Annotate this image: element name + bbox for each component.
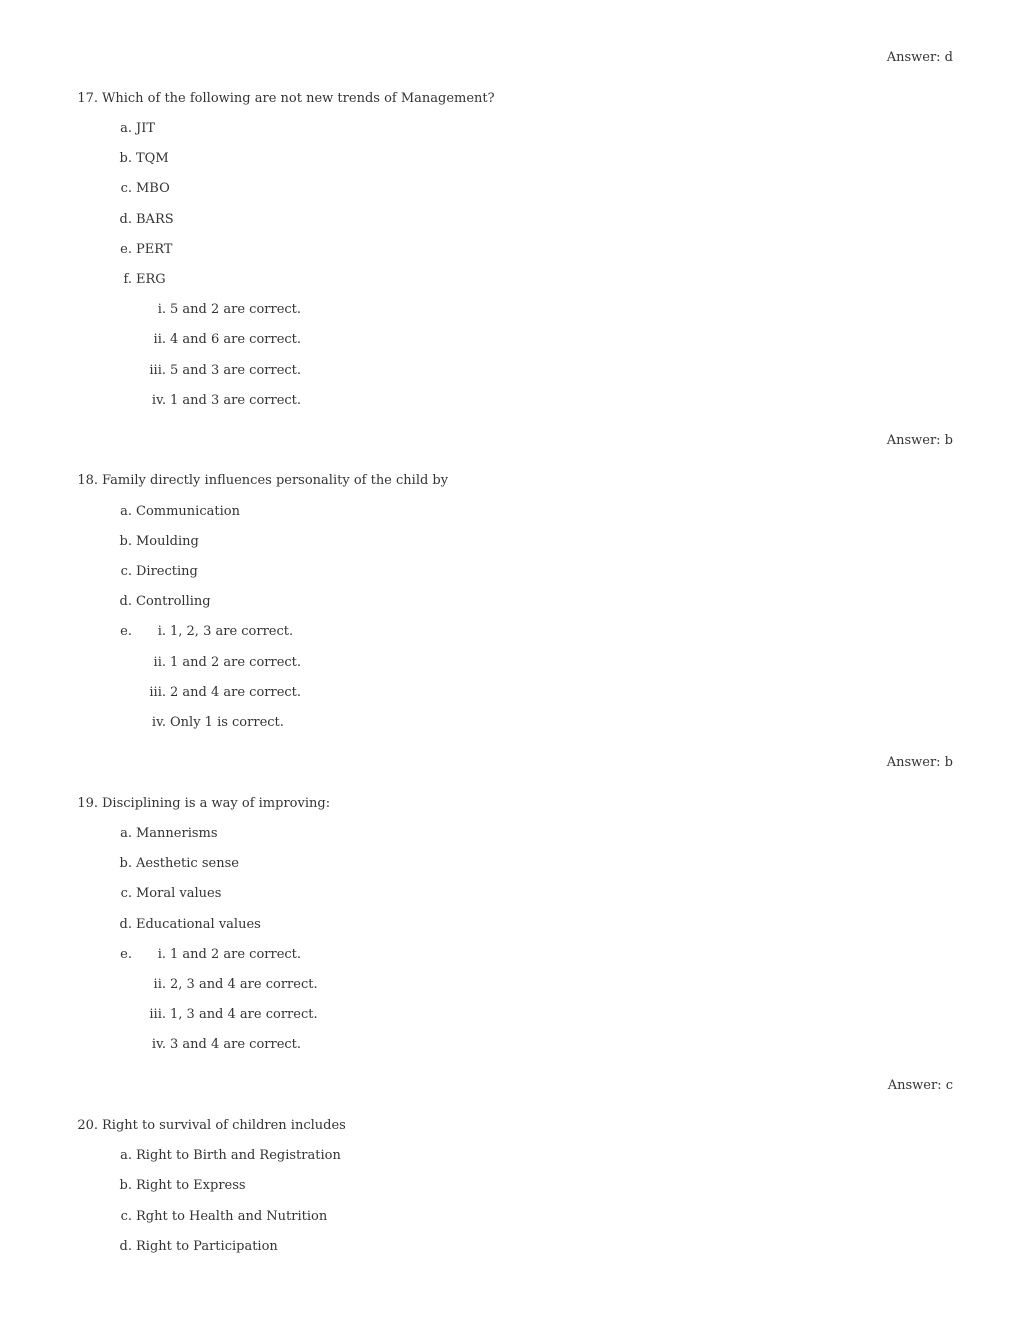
question-text: Which of the following are not new trends of Management? <box>102 91 495 106</box>
choice-text: 1 and 3 are correct. <box>170 393 302 408</box>
option-label: a. <box>120 121 132 136</box>
question-number: 19. <box>77 796 98 811</box>
option-label: d. <box>119 212 132 227</box>
option-text: Right to Birth and Registration <box>136 1148 341 1163</box>
option-label: b. <box>119 534 132 549</box>
option-label: f. <box>123 272 132 287</box>
choice-text: 5 and 3 are correct. <box>170 363 302 378</box>
option-text: Moulding <box>136 534 199 549</box>
option-label: e. <box>120 624 132 639</box>
choice-text: 1, 3 and 4 are correct. <box>170 1007 318 1022</box>
answer: Answer: b <box>886 433 953 448</box>
option-text: PERT <box>136 242 173 257</box>
option-text: MBO <box>136 181 170 196</box>
choice-label: iii. <box>149 685 166 700</box>
option-text: JIT <box>136 121 156 136</box>
choice-text: 1 and 2 are correct. <box>170 655 302 670</box>
choice-text: 2, 3 and 4 are correct. <box>170 977 318 992</box>
option-text: Right to Express <box>136 1178 246 1193</box>
choice-label: iv. <box>151 1037 166 1052</box>
choice-text: Only 1 is correct. <box>170 715 284 730</box>
option-label: a. <box>120 826 132 841</box>
option-label: c. <box>120 886 132 901</box>
question-text: Family directly influences personality of the child by <box>102 473 449 488</box>
choice-text: 2 and 4 are correct. <box>170 685 302 700</box>
option-label: c. <box>120 181 132 196</box>
option-text: BARS <box>136 212 174 227</box>
option-label: c. <box>120 564 132 579</box>
option-label: b. <box>119 151 132 166</box>
choice-label: i. <box>157 947 166 962</box>
option-text: Aesthetic sense <box>136 856 239 871</box>
question-text: Right to survival of children includes <box>102 1118 346 1133</box>
option-label: d. <box>119 1239 132 1254</box>
choice-label: ii. <box>153 977 166 992</box>
option-text: Educational values <box>136 917 261 932</box>
answer: Answer: b <box>886 755 953 770</box>
option-label: b. <box>119 1178 132 1193</box>
option-label: e. <box>120 242 132 257</box>
question-number: 20. <box>77 1118 98 1133</box>
option-label: b. <box>119 856 132 871</box>
option-text: Right to Participation <box>136 1239 278 1254</box>
option-label: d. <box>119 917 132 932</box>
choice-label: i. <box>157 624 166 639</box>
option-text: TQM <box>136 151 169 166</box>
option-label: e. <box>120 947 132 962</box>
question-number: 18. <box>77 473 98 488</box>
choice-label: iv. <box>151 715 166 730</box>
option-text: Moral values <box>136 886 222 901</box>
question-text: Disciplining is a way of improving: <box>102 796 331 811</box>
choice-label: iv. <box>151 393 166 408</box>
option-label: c. <box>120 1209 132 1224</box>
choice-text: 5 and 2 are correct. <box>170 302 302 317</box>
choice-label: ii. <box>153 332 166 347</box>
option-text: ERG <box>136 272 166 287</box>
choice-text: 4 and 6 are correct. <box>170 332 302 347</box>
choice-label: ii. <box>153 655 166 670</box>
option-text: Directing <box>136 564 198 579</box>
option-text: Rght to Health and Nutrition <box>136 1209 328 1224</box>
option-label: a. <box>120 1148 132 1163</box>
choice-label: i. <box>157 302 166 317</box>
option-label: a. <box>120 504 132 519</box>
option-label: d. <box>119 594 132 609</box>
choice-text: 1, 2, 3 are correct. <box>170 624 294 639</box>
option-text: Mannerisms <box>136 826 218 841</box>
option-text: Communication <box>136 504 240 519</box>
choice-label: iii. <box>149 1007 166 1022</box>
choice-text: 3 and 4 are correct. <box>170 1037 302 1052</box>
choice-label: iii. <box>149 363 166 378</box>
answer: Answer: c <box>887 1078 953 1093</box>
question-number: 17. <box>77 91 98 106</box>
choice-text: 1 and 2 are correct. <box>170 947 302 962</box>
answer-prev: Answer: d <box>886 50 953 65</box>
option-text: Controlling <box>136 594 211 609</box>
